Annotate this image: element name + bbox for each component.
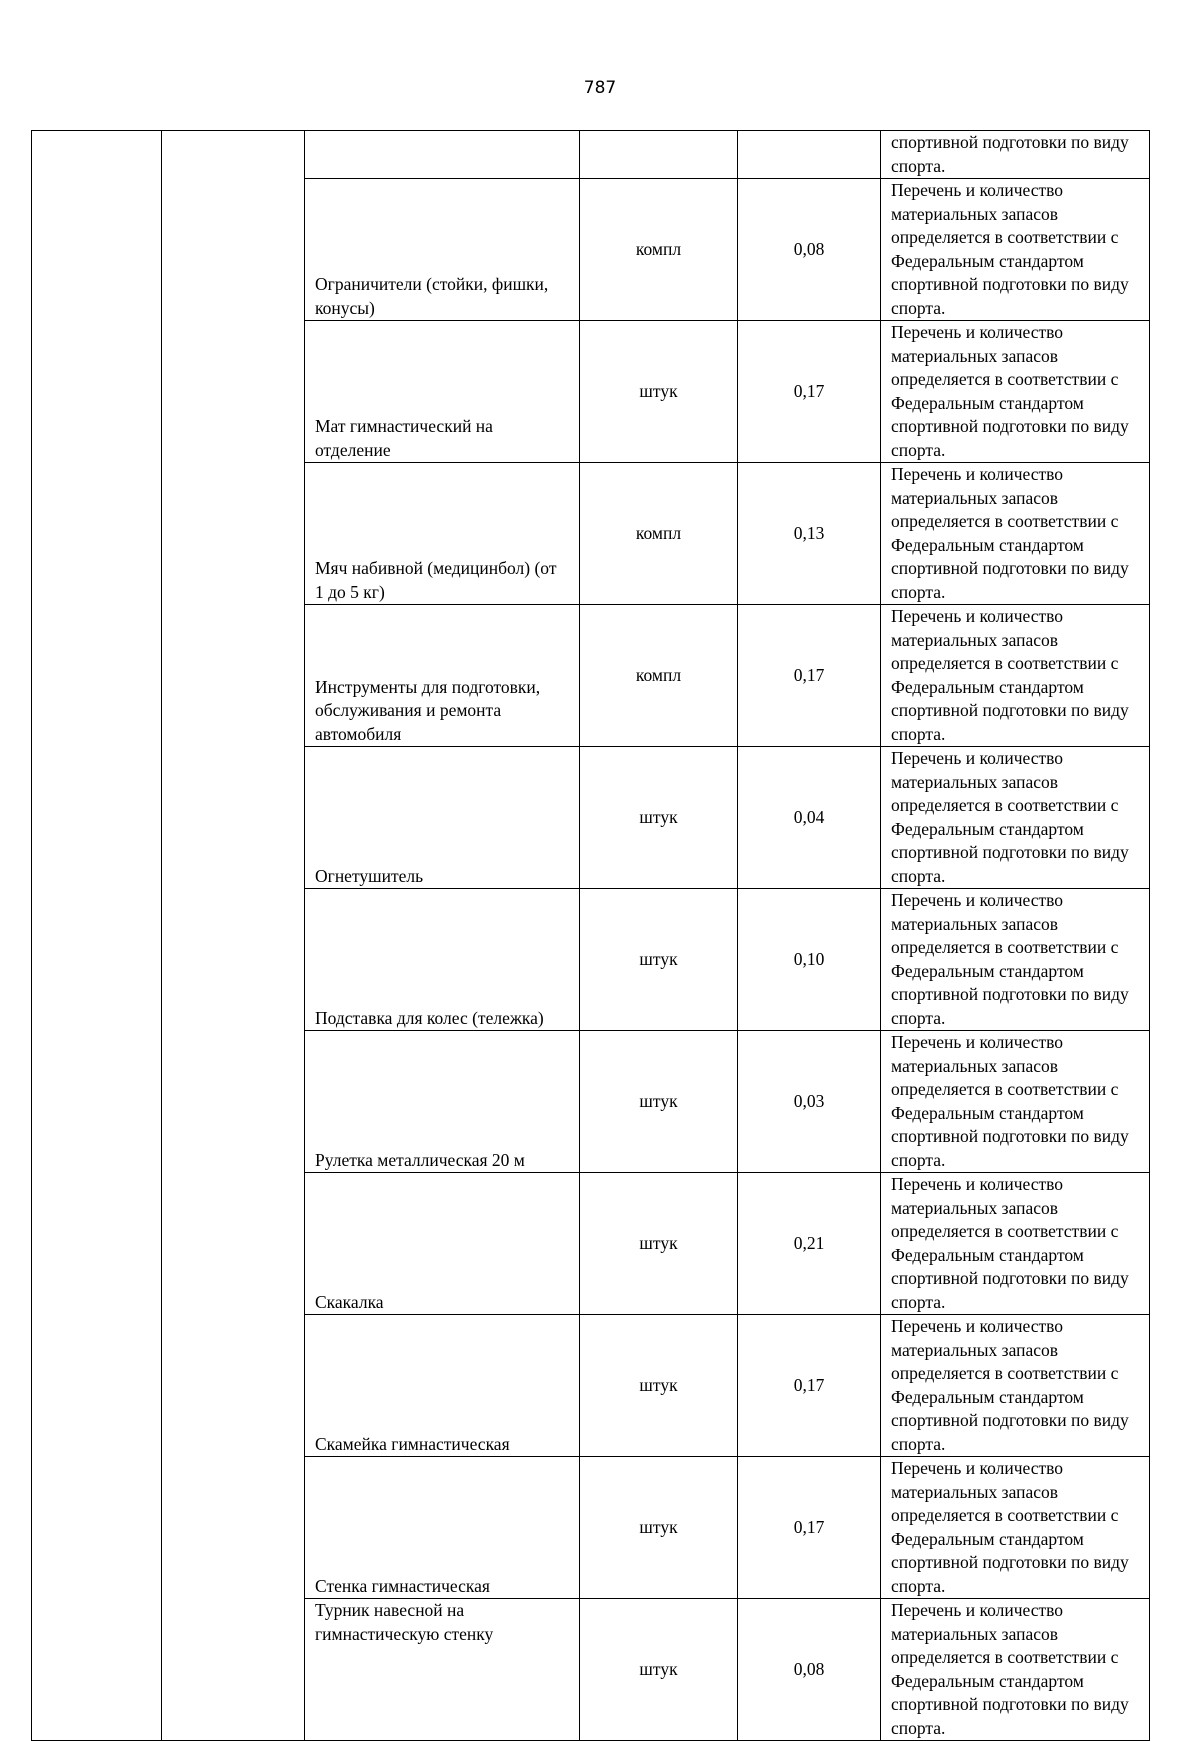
note-cell (881, 889, 1150, 1031)
note-text: Перечень и количество материальных запасов определяется в соответствии с Федеральным стандартом спортивной подготовки по виду спорта. (891, 1032, 1129, 1170)
equipment-table (31, 130, 1150, 1741)
item-name-cell (305, 605, 580, 747)
note-cell (881, 131, 1150, 179)
quantity-cell (738, 1315, 881, 1457)
quantity-text: 0,03 (793, 1090, 825, 1111)
unit-cell (580, 131, 738, 179)
name-cell (305, 131, 580, 179)
note-cell (881, 463, 1150, 605)
note-cell (881, 1031, 1150, 1173)
item-name-cell (305, 321, 580, 463)
note-cell (881, 747, 1150, 889)
quantity-cell (738, 1457, 881, 1599)
item-name-cell (305, 1315, 580, 1457)
qty-cell (738, 131, 881, 179)
quantity-text: 0,17 (793, 380, 825, 401)
unit-cell (580, 321, 738, 463)
left-column-2 (162, 131, 305, 1741)
note-text: Перечень и количество материальных запасов определяется в соответствии с Федеральным стандартом спортивной подготовки по виду спорта. (891, 890, 1129, 1028)
note-cell (881, 1599, 1150, 1741)
unit-cell (580, 1457, 738, 1599)
unit-text: штук (639, 380, 678, 401)
quantity-text: 0,17 (793, 664, 825, 685)
note-cell (881, 1315, 1150, 1457)
quantity-text: 0,10 (793, 948, 825, 969)
page-number: 787 (583, 78, 617, 98)
note-text: Перечень и количество материальных запасов определяется в соответствии с Федеральным стандартом спортивной подготовки по виду спорта. (891, 1316, 1129, 1454)
unit-cell (580, 747, 738, 889)
note-text: Перечень и количество материальных запасов определяется в соответствии с Федеральным стандартом спортивной подготовки по виду спорта. (891, 1174, 1129, 1312)
item-name-text: Турник навесной на гимнастическую стенку (315, 1600, 494, 1644)
quantity-cell (738, 179, 881, 321)
unit-cell (580, 1173, 738, 1315)
quantity-cell (738, 605, 881, 747)
quantity-cell (738, 889, 881, 1031)
item-name-cell (305, 1031, 580, 1173)
item-name-text: Инструменты для подготовки, обслуживания и ремонта автомобиля (315, 676, 541, 744)
unit-text: компл (635, 238, 682, 259)
quantity-cell (738, 1031, 881, 1173)
quantity-cell (738, 1173, 881, 1315)
unit-text: штук (639, 1516, 678, 1537)
quantity-cell (738, 747, 881, 889)
item-name-text: Стенка гимнастическая (315, 1575, 490, 1596)
item-name-text: Ограничители (стойки, фишки, конусы) (315, 274, 549, 318)
quantity-text: 0,08 (793, 1658, 825, 1679)
note-cell (881, 1457, 1150, 1599)
quantity-text: 0,13 (793, 522, 825, 543)
quantity-cell (738, 321, 881, 463)
unit-cell (580, 1315, 738, 1457)
unit-text: компл (635, 522, 682, 543)
item-name-text: Рулетка металлическая 20 м (315, 1149, 525, 1170)
note-cell (881, 605, 1150, 747)
note-text: Перечень и количество материальных запасов определяется в соответствии с Федеральным стандартом спортивной подготовки по виду спорта. (891, 606, 1129, 744)
note-text: Перечень и количество материальных запасов определяется в соответствии с Федеральным стандартом спортивной подготовки по виду спорта. (891, 322, 1129, 460)
item-name-text: Скамейка гимнастическая (315, 1433, 510, 1454)
unit-cell (580, 605, 738, 747)
unit-cell (580, 463, 738, 605)
item-name-text: Скакалка (315, 1291, 384, 1312)
unit-text: штук (639, 1090, 678, 1111)
unit-text: штук (639, 948, 678, 969)
unit-text: штук (639, 1232, 678, 1253)
note-text: Перечень и количество материальных запасов определяется в соответствии с Федеральным стандартом спортивной подготовки по виду спорта. (891, 1600, 1129, 1738)
item-name-cell (305, 1173, 580, 1315)
note-text: спортивной подготовки по виду спорта. (891, 132, 1129, 176)
note-text: Перечень и количество материальных запасов определяется в соответствии с Федеральным стандартом спортивной подготовки по виду спорта. (891, 748, 1129, 886)
note-text: Перечень и количество материальных запасов определяется в соответствии с Федеральным стандартом спортивной подготовки по виду спорта. (891, 464, 1129, 602)
unit-text: штук (639, 1374, 678, 1395)
note-cell (881, 1173, 1150, 1315)
quantity-text: 0,17 (793, 1374, 825, 1395)
note-text: Перечень и количество материальных запасов определяется в соответствии с Федеральным стандартом спортивной подготовки по виду спорта. (891, 1458, 1129, 1596)
note-cell (881, 321, 1150, 463)
item-name-text: Подставка для колес (тележка) (315, 1007, 544, 1028)
note-text: Перечень и количество материальных запасов определяется в соответствии с Федеральным стандартом спортивной подготовки по виду спорта. (891, 180, 1129, 318)
quantity-text: 0,04 (793, 806, 825, 827)
item-name-cell (305, 1599, 580, 1741)
note-cell (881, 179, 1150, 321)
unit-text: штук (639, 1658, 678, 1679)
left-column-1 (32, 131, 162, 1741)
item-name-text: Мяч набивной (медицинбол) (от 1 до 5 кг) (315, 558, 557, 602)
item-name-cell (305, 747, 580, 889)
quantity-text: 0,17 (793, 1516, 825, 1537)
item-name-cell (305, 889, 580, 1031)
unit-cell (580, 889, 738, 1031)
quantity-cell (738, 463, 881, 605)
item-name-text: Огнетушитель (315, 865, 424, 886)
quantity-cell (738, 1599, 881, 1741)
unit-cell (580, 1031, 738, 1173)
unit-cell (580, 179, 738, 321)
item-name-cell (305, 179, 580, 321)
unit-text: штук (639, 806, 678, 827)
quantity-text: 0,08 (793, 238, 825, 259)
unit-text: компл (635, 664, 682, 685)
table-row-continued (32, 131, 1150, 179)
item-name-cell (305, 1457, 580, 1599)
unit-cell (580, 1599, 738, 1741)
quantity-text: 0,21 (793, 1232, 825, 1253)
item-name-cell (305, 463, 580, 605)
item-name-text: Мат гимнастический на отделение (315, 416, 493, 460)
